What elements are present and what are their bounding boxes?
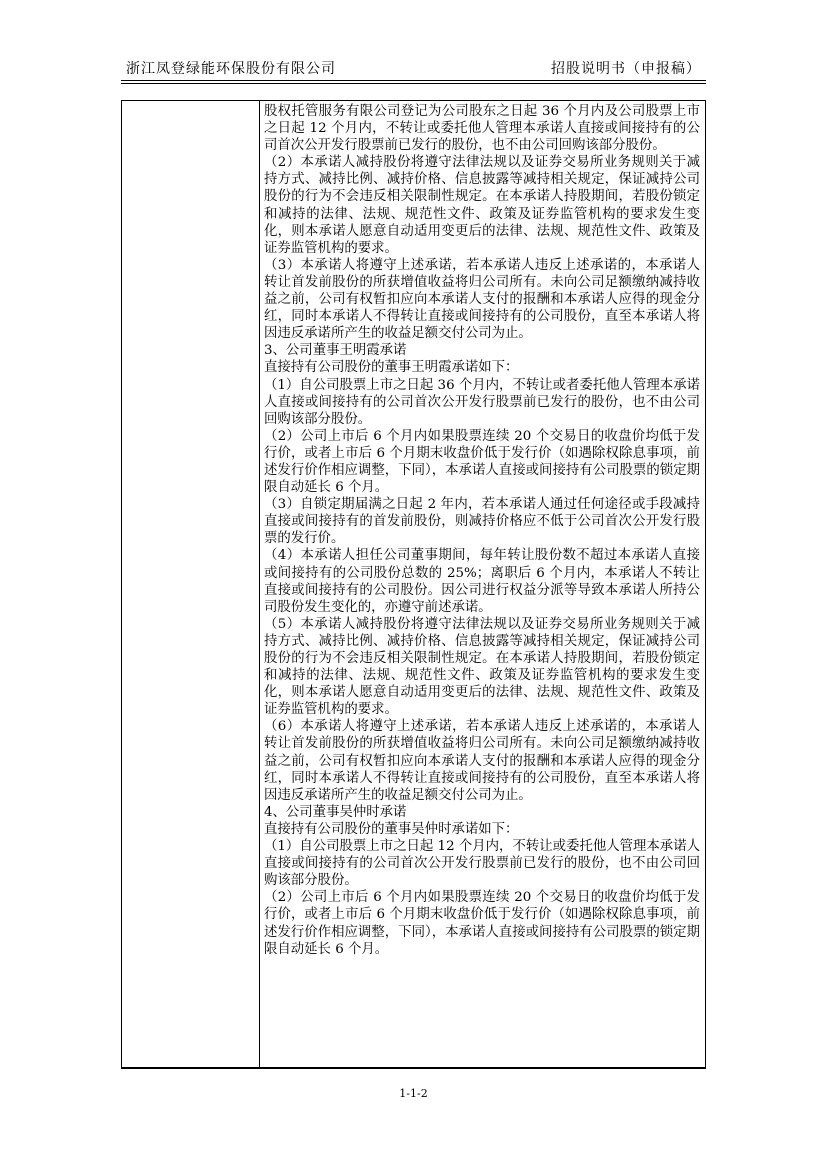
header-rule-thin (121, 83, 706, 84)
paragraph: （1）自公司股票上市之日起 12 个月内，不转让或委托他人管理本承诺人直接或间接持有的公司首次公开发行股票前已发行的股份，也不由公司回购该部分股份。 (264, 839, 700, 889)
paragraph: （5）本承诺人减持股份将遵守法律法规以及证券交易所业务规则关于减持方式、减持比例、减持价格、信息披露等减持相关规定，保证减持公司股份的行为不会违反相关限制性规定。在本承诺人持股期间，若股份锁定和减持的法律、法规、规范性文件、政策及证券监管机构的要求发生变化，则本承诺人愿意自动适用变更后的法律、法规、规范性文件、政策及证券监管机构的要求。 (264, 616, 700, 718)
paragraph: （4）本承诺人担任公司董事期间，每年转让股份数不超过本承诺人直接或间接持有的公司股份总数的 25%；离职后 6 个月内，本承诺人不转让直接或间接持有的公司股份。因公司进行权益分派等导致本承诺人所持公司股份发生变化的，亦遵守前述承诺。 (264, 548, 700, 615)
paragraph: （3）本承诺人将遵守上述承诺，若本承诺人违反上述承诺的，本承诺人转让首发前股份的所获增值收益将归公司所有。未向公司足额缴纳减持收益之前，公司有权暂扣应向本承诺人支付的报酬和本承诺人应得的现金分红，同时本承诺人不得转让直接或间接持有的公司股份，直至本承诺人将因违反承诺所产生的收益足额交付公司为止。 (264, 257, 700, 342)
paragraph: 直接持有公司股份的董事王明霞承诺如下： (264, 360, 519, 376)
commitment-text (261, 101, 703, 958)
header-document-type: 招股说明书（申报稿） (551, 61, 701, 77)
table-label-cell (122, 101, 260, 1067)
commitment-table (121, 100, 706, 1069)
paragraph: 股权托管服务有限公司登记为公司股东之日起 36 个月内及公司股票上市之日起 12 个月内，不转让或委托他人管理本承诺人直接或间接持有的公司首次公开发行股票前已发行的股份，也不由公司回购该部分股份。 (264, 104, 700, 154)
paragraph: （2）公司上市后 6 个月内如果股票连续 20 个交易日的收盘价均低于发行价，或者上市后 6 个月期末收盘价低于发行价（如遇除权除息事项，前述发行价作相应调整，下同），本承诺人直接或间接持有公司股票的锁定期限自动延长 6 个月。 (264, 890, 700, 957)
section-heading: 3、公司董事王明霞承诺 (264, 343, 407, 359)
page-number: 1-1-2 (399, 1087, 428, 1100)
paragraph: （6）本承诺人将遵守上述承诺，若本承诺人违反上述承诺的，本承诺人转让首发前股份的所获增值收益将归公司所有。未向公司足额缴纳减持收益之前，公司有权暂扣应向本承诺人支付的报酬和本承诺人应得的现金分红，同时本承诺人不得转让直接或间接持有的公司股份，直至本承诺人将因违反承诺所产生的收益足额交付公司为止。 (264, 719, 700, 803)
header-rule-thick (121, 80, 706, 81)
header-company-name: 浙江凤登绿能环保股份有限公司 (126, 61, 336, 77)
paragraph: （2）公司上市后 6 个月内如果股票连续 20 个交易日的收盘价均低于发行价，或者上市后 6 个月期末收盘价低于发行价（如遇除权除息事项，前述发行价作相应调整，下同），本承诺人直接或间接持有公司股票的锁定期限自动延长 6 个月。 (264, 428, 700, 496)
paragraph: （3）自锁定期届满之日起 2 年内，若本承诺人通过任何途径或手段减持直接或间接持有的首发前股份，则减持价格应不低于公司首次公开发行股票的发行价。 (264, 497, 700, 547)
paragraph: （2）本承诺人减持股份将遵守法律法规以及证券交易所业务规则关于减持方式、减持比例、减持价格、信息披露等减持相关规定，保证减持公司股份的行为不会违反相关限制性规定。在本承诺人持股期间，若股份锁定和减持的法律、法规、规范性文件、政策及证券监管机构的要求发生变化，则本承诺人愿意自动适用变更后的法律、法规、规范性文件、政策及证券监管机构的要求。 (264, 155, 700, 256)
section-heading: 4、公司董事吴仲时承诺 (264, 804, 407, 820)
table-content-cell (261, 101, 703, 1067)
paragraph: （1）自公司股票上市之日起 36 个月内，不转让或者委托他人管理本承诺人直接或间接持有的公司首次公开发行股票前已发行的股份，也不由公司回购该部分股份。 (264, 377, 700, 427)
paragraph: 直接持有公司股份的董事吴仲时承诺如下： (264, 821, 519, 837)
